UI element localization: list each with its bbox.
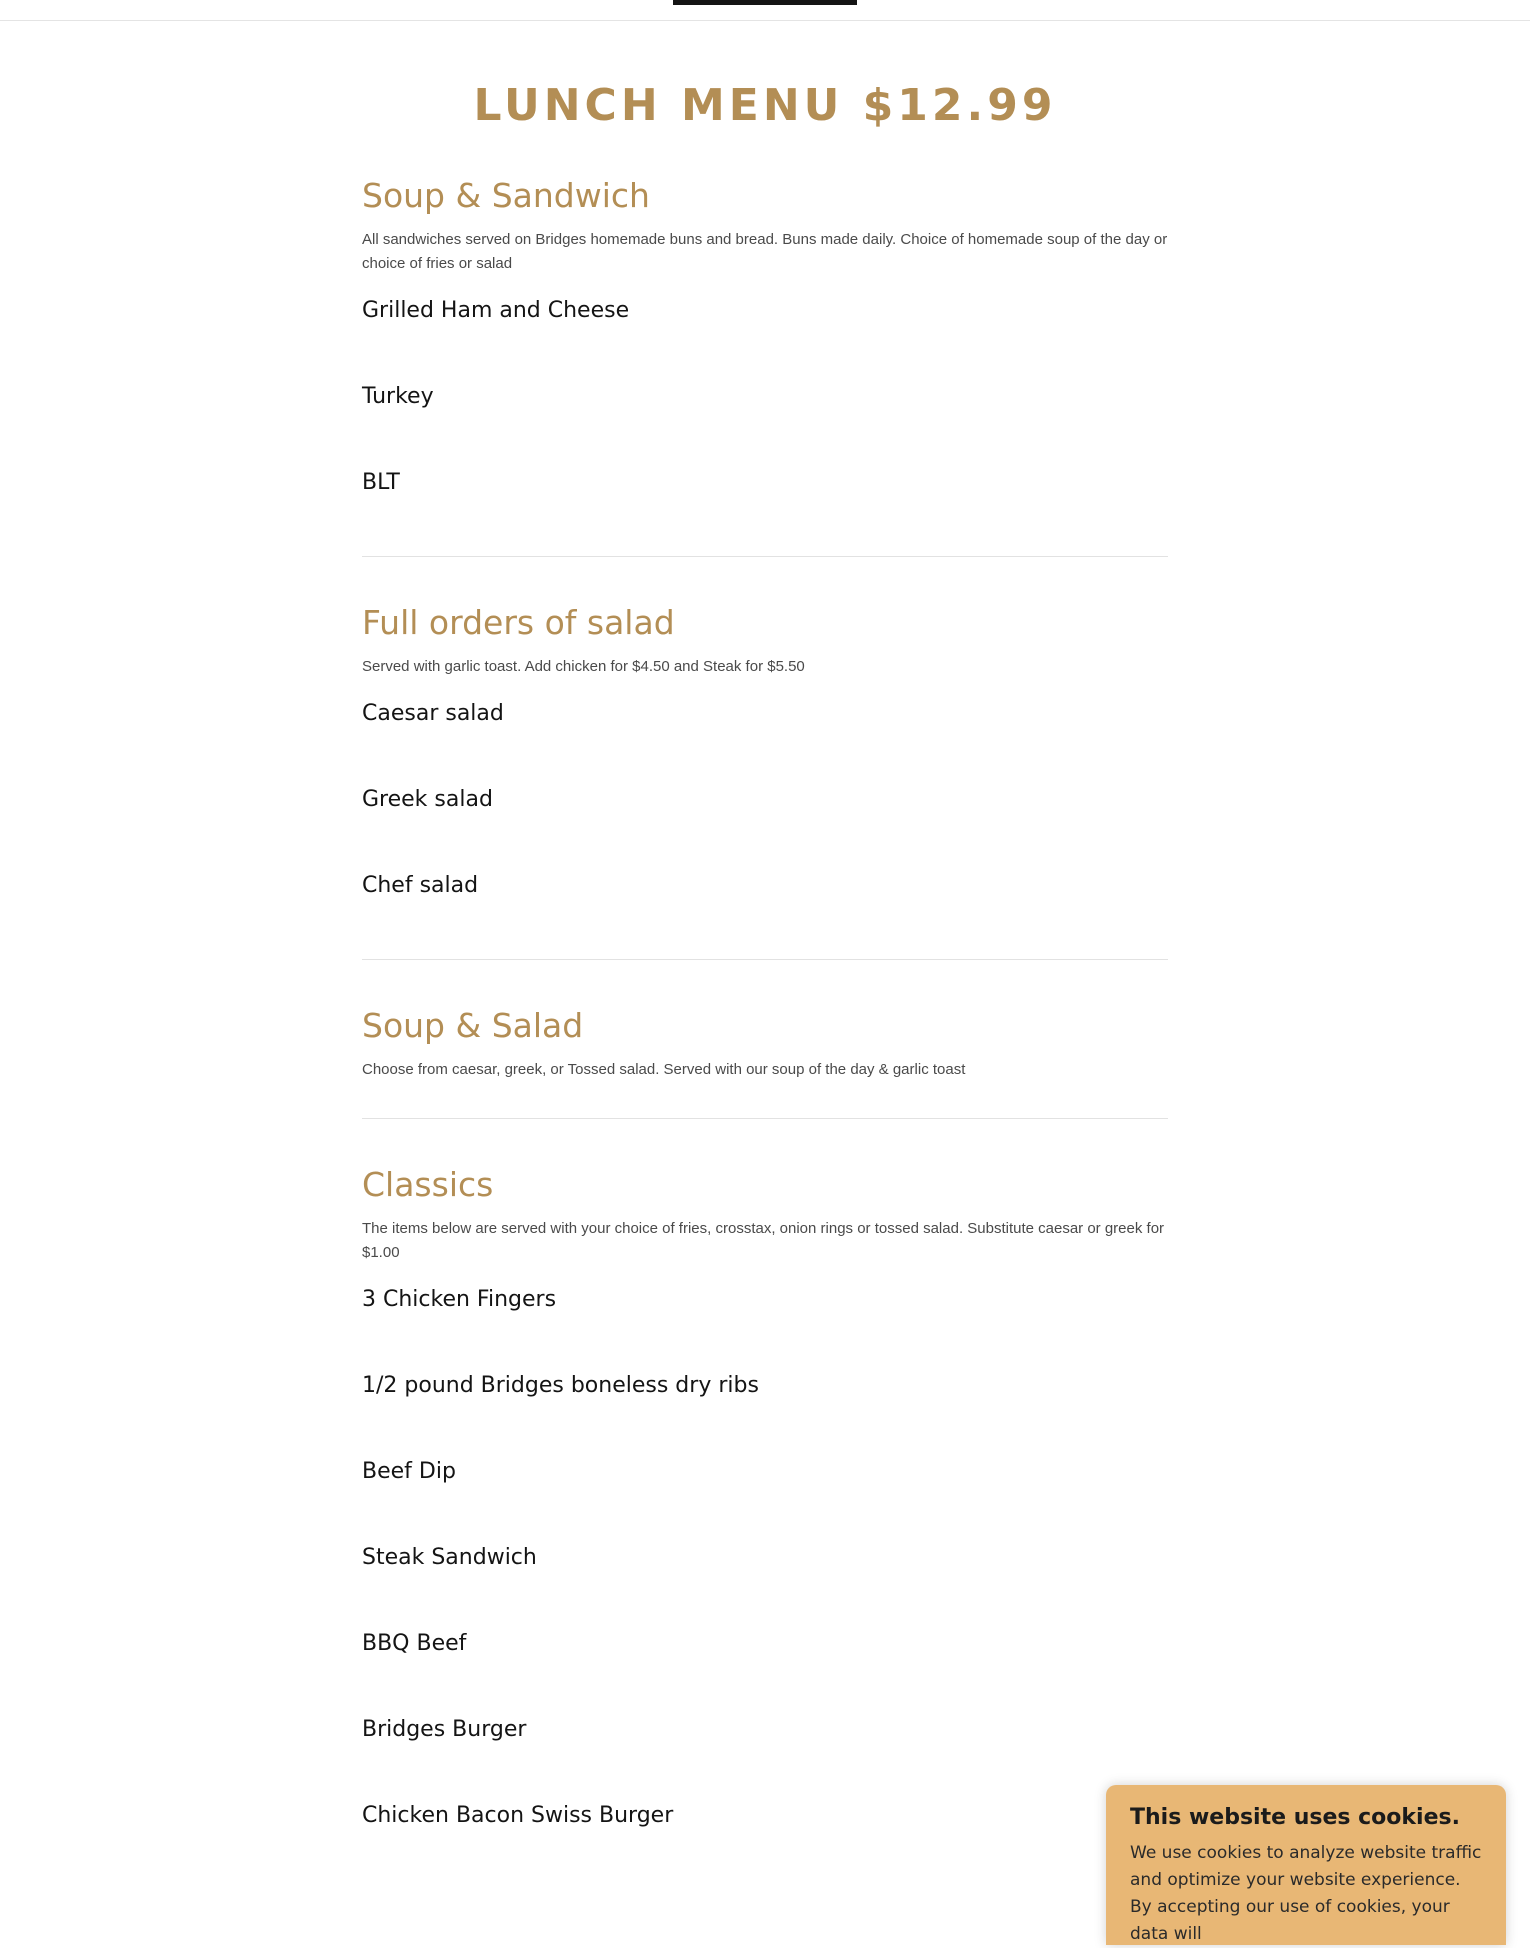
menu-item-list [362,1285,1168,1849]
menu-section-full-salad [362,597,1168,960]
menu-item: Chef salad [362,873,479,898]
section-description: The items below are served with your choice of fries, crosstax, onion rings or tossed salad. Substitute caesar or greek for $1.00 [362,1220,1165,1261]
menu-section-soup-salad [362,1000,1168,1119]
menu-container [362,170,1168,1929]
menu-item: Grilled Ham and Cheese [362,298,630,323]
menu-item: 1/2 pound Bridges boneless dry ribs [362,1373,759,1398]
top-bar [0,0,1530,21]
menu-item: 3 Chicken Fingers [362,1287,557,1312]
section-title: Soup & Salad [362,1006,584,1045]
cookie-banner-text: We use cookies to analyze website traffic and optimize your website experience. By accepting our use of cookies, your data will [1130,1843,1482,1944]
menu-item: Bridges Burger [362,1717,527,1742]
section-title: Soup & Sandwich [362,176,650,215]
section-title: Full orders of salad [362,603,675,642]
cookie-banner [1106,1785,1506,1945]
menu-section-soup-sandwich [362,170,1168,557]
section-description: All sandwiches served on Bridges homemade buns and bread. Buns made daily. Choice of homemade soup of the day or choice of fries or salad [362,231,1168,272]
menu-item: Turkey [362,384,434,409]
section-description: Served with garlic toast. Add chicken for $4.50 and Steak for $5.50 [362,658,805,675]
page-title: LUNCH MENU $12.99 [473,80,1057,131]
menu-item: Beef Dip [362,1459,456,1484]
menu-item: Chicken Bacon Swiss Burger [362,1803,674,1828]
menu-item: BLT [362,470,400,495]
cookie-banner-title: This website uses cookies. [1130,1805,1460,1830]
section-description: Choose from caesar, greek, or Tossed salad. Served with our soup of the day & garlic toast [362,1061,966,1078]
menu-item: Greek salad [362,787,493,812]
menu-item: Steak Sandwich [362,1545,537,1570]
menu-item: BBQ Beef [362,1631,467,1656]
active-nav-indicator [673,0,857,5]
section-title: Classics [362,1165,494,1204]
menu-item: Caesar salad [362,701,504,726]
menu-item-list [362,296,1168,516]
menu-item-list [362,699,1168,919]
menu-section-classics [362,1159,1168,1889]
